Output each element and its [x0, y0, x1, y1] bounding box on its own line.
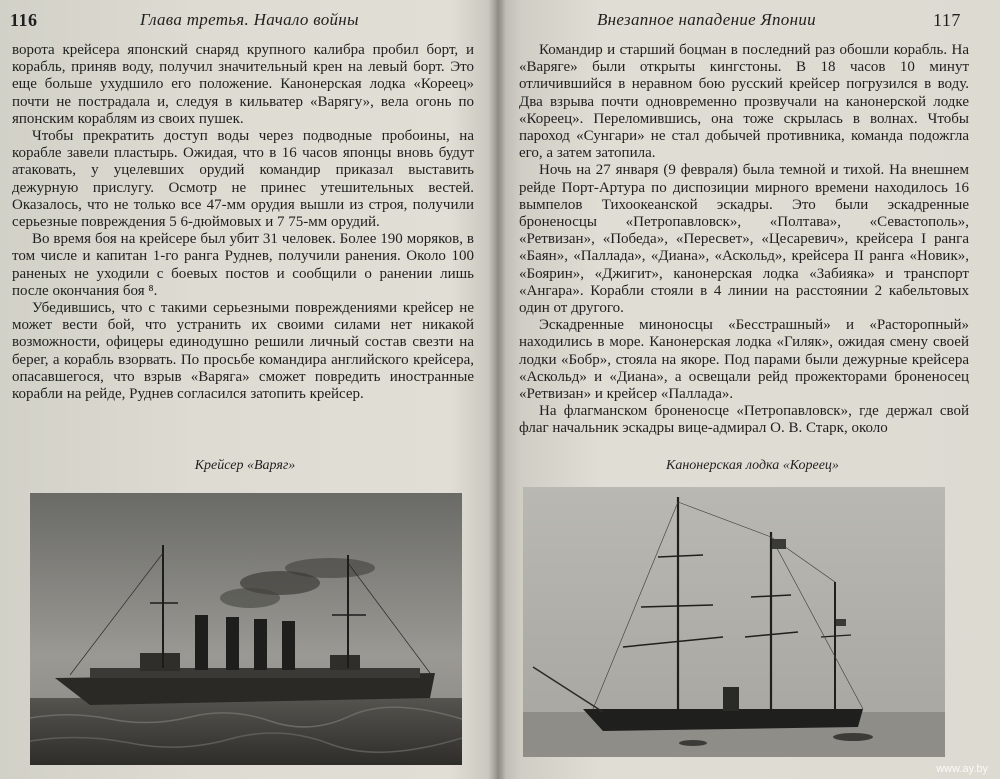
right-photo-caption: Канонерская лодка «Кореец»	[666, 458, 839, 473]
cruiser-varyag-photo	[30, 493, 462, 765]
paragraph: Командир и старший боцман в последний раз обошли корабль. На «Варяге» были открыты кингстоны. В 18 часов 10 минут отличившийся в неравном бою русский крейсер погрузился в воду. Два взрыва почти одновременно прозвучали на канонерской лодке «Кореец». Переломившись, она тоже скрылась в волнах. Чтобы пароход «Сунгари» не стал добычей противника, команда подожгла его, а затем затопила.	[519, 42, 969, 162]
right-page-number: 117	[933, 10, 961, 30]
left-page-number: 116	[10, 10, 38, 30]
paragraph: Ночь на 27 января (9 февраля) была темной и тихой. На внешнем рейде Порт-Артура по диспозиции мирного времени находилось 16 вымпелов Тихоокеанской эскадры. Это были эскадренные броненосцы «Петропавловск», «Полтава», «Севастополь», «Ретвизан», «Победа», «Пересвет», «Цесаревич», крейсера I ранга «Баян», «Паллада», «Диана», «Аскольд», крейсера II ранга «Новик», «Боярин», «Джигит», канонерская лодка «Забияка» и транспорт «Ангара». Корабли стояли в 4 линии на расстоянии 2 кабельтовых один от другого.	[519, 162, 969, 317]
paragraph: Эскадренные миноносцы «Бесстрашный» и «Расторопный» находились в море. Канонерская лодка «Гиляк», ожидая смену своей лодки «Бобр», стояла на якоре. Под парами были дежурные крейсера «Аскольд» и «Диана», а освещали рейд прожекторами броненосец «Ретвизан» и крейсер «Паллада».	[519, 317, 969, 403]
left-page-header	[0, 10, 490, 34]
paragraph: Убедившись, что с такими серьезными повреждениями крейсер не может вести бой, что устранить их своими силами нет никакой возможности, офицеры единодушно решили личный состав свезти на берег, а корабль взорвать. По просьбе командира английского крейсера, опасавшегося, что взрыв «Варяга» сможет повредить иностранные корабли на рейде, Руднев согласился затопить крейсер.	[12, 300, 474, 403]
right-page-header	[505, 10, 1000, 34]
right-page	[505, 0, 1000, 779]
gunboat-koreets-photo	[523, 487, 945, 757]
paragraph: Чтобы прекратить доступ воды через подводные пробоины, на корабле завели пластырь. Ожидая, что в 16 часов японцы вновь будут атаковать, у уцелевших орудий командир приказал выставить дежурную прислугу. Осмотр не принес утешительных вестей. Оказалось, что не только все 47-мм орудия вышли из строя, получили серьезные повреждения 5 6-дюймовых и 7 75-мм орудий.	[12, 128, 474, 231]
right-running-head: Внезапное нападение Японии	[597, 10, 816, 29]
left-body-text	[12, 42, 474, 403]
paragraph: На флагманском броненосце «Петропавловск», где держал свой флаг начальник эскадры вице-адмирал О. В. Старк, около	[519, 403, 969, 437]
book-gutter	[488, 0, 506, 779]
left-running-head: Глава третья. Начало войны	[140, 10, 359, 29]
paragraph: Во время боя на крейсере был убит 31 человек. Более 190 моряков, в том числе и капитан 1-го ранга Руднев, получили ранения. Около 100 раненых не уходили с боевых постов и сообщили о ранении лишь после окончания боя ⁸.	[12, 231, 474, 299]
left-page	[0, 0, 490, 779]
watermark: www.ay.by	[936, 763, 988, 775]
left-photo-caption: Крейсер «Варяг»	[194, 458, 296, 473]
paragraph: ворота крейсера японский снаряд крупного калибра пробил борт, и корабль, приняв воду, получил значительный крен на левый борт. Это еще больше ухудшило его положение. Канонерская лодка «Кореец» почти не пострадала и, следуя в кильватер «Варягу», вела огонь по японским кораблям из своих пушек.	[12, 42, 474, 127]
right-body-text	[519, 42, 969, 438]
